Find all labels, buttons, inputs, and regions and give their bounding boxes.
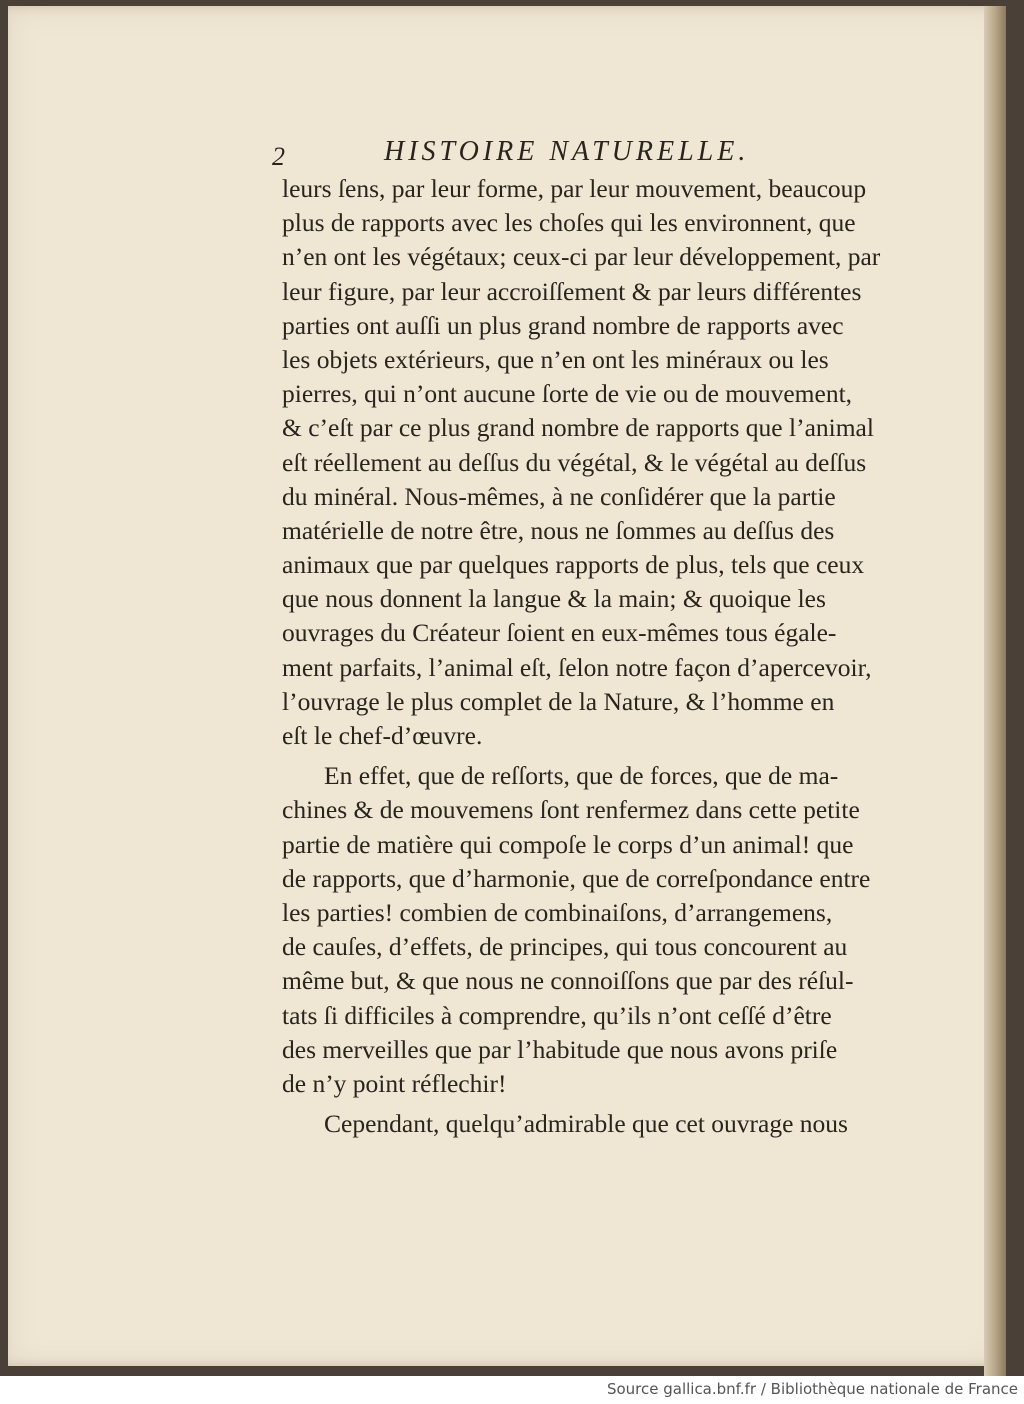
footer-bar bbox=[0, 1376, 1024, 1404]
text-line: leurs ſens, par leur forme, par leur mouvement, beaucoup bbox=[282, 174, 867, 203]
text-line: ment parfaits, l’animal eſt, ſelon notre façon d’apercevoir, bbox=[282, 652, 872, 682]
text-line: de n’y point réflechir! bbox=[282, 1068, 507, 1098]
text-line: plus de rapports avec les choſes qui les environnent, que bbox=[282, 208, 856, 238]
text-line: les objets extérieurs, que n’en ont les minéraux ou les bbox=[282, 344, 829, 374]
text-line: matérielle de notre être, nous ne ſommes au deſſus des bbox=[282, 515, 835, 545]
text-line: de rapports, que d’harmonie, que de correſpondance entre bbox=[282, 863, 871, 893]
text-line: eſt réellement au deſſus du végétal, & le végétal au deſſus bbox=[282, 447, 867, 477]
text-line: Cependant, quelqu’admirable que cet ouvrage nous bbox=[324, 1109, 848, 1139]
running-title: HISTOIRE NATURELLE. bbox=[384, 136, 750, 167]
page-number: 2 bbox=[272, 142, 288, 171]
text-line: pierres, qui n’ont aucune ſorte de vie ou de mouvement, bbox=[282, 379, 853, 409]
text-line: & c’eſt par ce plus grand nombre de rapports que l’animal bbox=[282, 413, 874, 443]
source-credit: Source gallica.bnf.fr / Bibliothèque nationale de France bbox=[606, 1380, 1018, 1398]
page-spine-shadow bbox=[984, 6, 1006, 1382]
paragraph bbox=[282, 759, 908, 1101]
text-line: eſt le chef-d’œuvre. bbox=[282, 721, 483, 750]
text-line: du minéral. Nous-mêmes, à ne conſidérer que la partie bbox=[282, 481, 836, 511]
text-line: tats ſi difficiles à comprendre, qu’ils n’ont ceſſé d’être bbox=[282, 1000, 832, 1030]
text-line: de cauſes, d’effets, de principes, qui tous concourent au bbox=[282, 932, 848, 962]
text-line: même but, & que nous ne connoiſſons que par des réſul- bbox=[282, 966, 854, 996]
paragraph bbox=[282, 1107, 908, 1141]
text-line: des merveilles que par l’habitude que nous avons priſe bbox=[282, 1034, 838, 1064]
text-line: animaux que par quelques rapports de plus, tels que ceux bbox=[282, 550, 865, 580]
paragraph bbox=[282, 172, 908, 753]
text-line: ouvrages du Créateur ſoient en eux-mêmes tous égale- bbox=[282, 618, 837, 648]
text-line: En effet, que de reſſorts, que de forces, que de ma- bbox=[324, 761, 839, 791]
text-line: l’ouvrage le plus complet de la Nature, & l’homme en bbox=[282, 686, 835, 716]
text-line: parties ont auſſi un plus grand nombre de rapports avec bbox=[282, 310, 844, 340]
text-line: leur figure, par leur accroiſſement & par leurs différentes bbox=[282, 276, 862, 306]
text-line: partie de matière qui compoſe le corps d’un animal! que bbox=[282, 829, 854, 859]
text-line: les parties! combien de combinaiſons, d’arrangemens, bbox=[282, 897, 833, 927]
text-line: chines & de mouvemens ſont renfermez dans cette petite bbox=[282, 795, 860, 825]
text-line: n’en ont les végétaux; ceux-ci par leur développement, par bbox=[282, 242, 881, 272]
text-line: que nous donnent la langue & la main; & quoique les bbox=[282, 584, 826, 614]
body-text bbox=[282, 172, 908, 1141]
